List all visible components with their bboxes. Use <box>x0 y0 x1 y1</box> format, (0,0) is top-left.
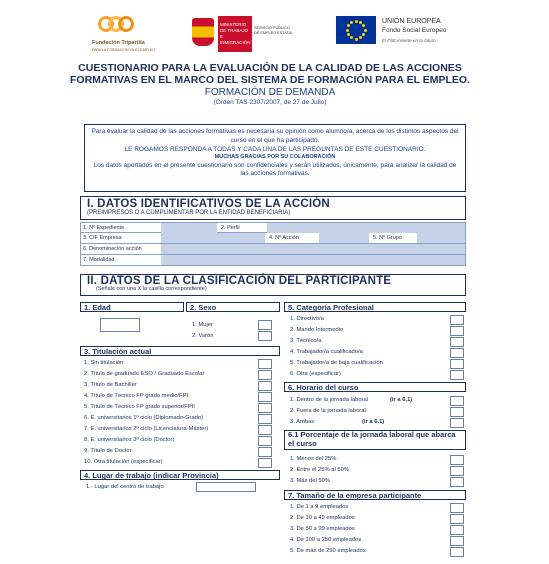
lugar-title: 4. Lugar de trabajo (indicar Provincia) <box>84 471 219 480</box>
titulacion-item-9: 9. Título de Doctor <box>84 448 132 454</box>
categoria-item-6: 6. Otra (especificar) <box>290 371 341 377</box>
titulacion-checkbox-6[interactable] <box>258 414 272 424</box>
porcentaje-item-1: 1. Menos del 25% <box>290 456 337 462</box>
tamano-item-4: 4. De 100 a 250 empleados <box>290 537 362 543</box>
denominacion-field[interactable] <box>161 244 465 254</box>
eu-logo <box>336 14 456 54</box>
section2-header <box>80 274 466 296</box>
tamano-checkbox-2[interactable] <box>450 514 464 524</box>
titulacion-item-4: 4. Título de Técnico FP grado medio/FPI <box>84 393 189 399</box>
horario-checkbox-1[interactable] <box>450 396 464 406</box>
tamano-item-5: 5. De más de 250 empleados <box>290 548 366 554</box>
titulacion-checkbox-4[interactable] <box>258 392 272 402</box>
tamano-title: 7. Tamaño de la empresa participante <box>288 491 422 500</box>
intro-p3: MUCHAS GRACIAS POR SU COLABORACIÓN <box>214 154 336 161</box>
row-denominacion <box>80 244 466 255</box>
row-expediente <box>80 222 466 233</box>
titulacion-checkbox-1[interactable] <box>258 359 272 369</box>
eu-star-icon <box>359 21 362 24</box>
accion-field[interactable] <box>319 233 369 243</box>
eu-star-icon <box>347 24 350 27</box>
titulacion-item-5: 5. Título de Técnico FP grado superior/FPII <box>84 404 195 410</box>
categoria-item-4: 4. Trabajador/a cualificado/a <box>290 349 363 355</box>
document-subtitle: FORMACIÓN DE DEMANDA <box>204 86 336 98</box>
section2-subtitle: (Señale con una X la casilla correspondiente) <box>96 286 207 292</box>
titulacion-checkbox-5[interactable] <box>258 403 272 413</box>
porcentaje-checkbox-1[interactable] <box>450 455 464 465</box>
eu-star-icon <box>346 29 349 32</box>
porcentaje-checkbox-3[interactable] <box>450 477 464 487</box>
rings-icon <box>98 12 138 38</box>
horario-note-1: (ir a 6.1) <box>390 397 413 403</box>
tamano-item-1: 1. De 1 a 9 empleados <box>290 504 349 510</box>
eu-star-icon <box>355 20 358 23</box>
grupo-label: 5. Nº Grupo <box>373 235 402 241</box>
accion-label: 4. Nº Acción <box>269 235 299 241</box>
titulacion-item-2: 2. Título de graduado ESO / Graduado Escolar <box>84 371 205 377</box>
fundacion-sub: PARA LA FORMACIÓN EN EL EMPLEO <box>92 48 156 52</box>
porcentaje-item-3: 3. Más del 50% <box>290 478 330 484</box>
porcentaje-item-2: 2. Entre el 25% al 50% <box>290 467 349 473</box>
categoria-item-1: 1. Directivo/a <box>290 316 324 322</box>
sexo-item-2: 2. Varón <box>192 333 214 339</box>
tamano-checkbox-1[interactable] <box>450 503 464 513</box>
intro-p4: Los datos aportados en el presente cuestionario son confidenciales y serán utilizados, únicamente, para analizar la calidad de las acciones formativas. <box>93 161 457 178</box>
horario-checkbox-3[interactable] <box>450 418 464 428</box>
titulacion-checkbox-7[interactable] <box>258 425 272 435</box>
lugar-item: 1.- Lugar del centro de trabajo <box>86 484 164 490</box>
sexo-checkbox-2[interactable] <box>258 331 272 341</box>
categoria-item-5: 5. Trabajador/a de baja cualificación <box>290 360 383 366</box>
coat-of-arms-icon <box>192 18 214 46</box>
porcentaje-checkbox-2[interactable] <box>450 466 464 476</box>
lugar-input[interactable] <box>196 482 256 492</box>
eu-star-icon <box>355 38 358 41</box>
document-order: (Orden TAS 2307/2007, de 27 de Julio) <box>213 98 327 106</box>
section2-title: II. DATOS DE LA CLASIFICACIÓN DEL PARTICIPANTE <box>87 275 392 287</box>
perfil-field[interactable] <box>267 223 465 233</box>
titulacion-checkbox-8[interactable] <box>258 436 272 446</box>
titulacion-checkbox-2[interactable] <box>258 370 272 380</box>
fundacion-tripartita-logo <box>88 12 160 58</box>
sexo-checkbox-1[interactable] <box>258 320 272 330</box>
tamano-item-2: 2. De 10 a 49 empleados <box>290 515 355 521</box>
categoria-item-3: 3. Técnico/a <box>290 338 322 344</box>
categoria-checkbox-2[interactable] <box>450 326 464 336</box>
horario-item-2: 2. Fuera de la jornada laboral <box>290 408 366 414</box>
titulacion-checkbox-3[interactable] <box>258 381 272 391</box>
expediente-label: 1. Nº Expediente <box>83 225 125 231</box>
perfil-label: 2. Perfil <box>221 225 240 231</box>
edad-title: 1. Edad <box>84 303 111 312</box>
document-title-block <box>70 62 470 106</box>
fundacion-name: Fundación Tripartita <box>92 40 145 46</box>
categoria-checkbox-4[interactable] <box>450 348 464 358</box>
categoria-checkbox-6[interactable] <box>450 370 464 380</box>
horario-note-3: (ir a 6.1) <box>362 419 385 425</box>
titulacion-item-3: 3. Título de Bachiller <box>84 382 137 388</box>
eu-star-icon <box>362 33 365 36</box>
fse-name: Fondo Social Europeo <box>382 27 447 34</box>
eu-name: UNIÓN EUROPEA <box>382 18 441 25</box>
eu-star-icon <box>350 36 353 39</box>
porcentaje-title: 6.1 Porcentaje de la jornada laboral que abarca el curso <box>288 430 456 448</box>
cif-label: 3. CIF Empresa <box>83 235 122 241</box>
titulacion-checkbox-10[interactable] <box>258 458 272 468</box>
modalidad-label: 7. Modalidad <box>83 257 115 263</box>
tamano-checkbox-5[interactable] <box>450 547 464 557</box>
sexo-title: 2. Sexo <box>190 303 217 312</box>
section1-grid <box>80 222 466 266</box>
row-modalidad <box>80 255 466 266</box>
intro-p2: LE ROGAMOS RESPONDA A TODAS Y CADA UNA DE LAS PREGUNTAS DE ESTE CUESTIONARIO. <box>124 145 426 153</box>
titulacion-item-7: 7. E. universitarios 2º ciclo (Licenciatura-Máster) <box>84 426 209 432</box>
eu-flag-icon <box>336 16 376 44</box>
denominacion-label: 6. Denominación acción <box>83 246 142 252</box>
eu-star-icon <box>362 24 365 27</box>
row-cif <box>80 233 466 244</box>
tamano-checkbox-3[interactable] <box>450 525 464 535</box>
intro-p1: Para evaluar la calidad de las acciones formativas es necesaria su opinión como alumno/a, acerca de los distintos aspectos del curso en el que ha participado. <box>91 128 459 144</box>
section1-subtitle: (PREIMPRESOS O A CUMPLIMENTAR POR LA ENTIDAD BENEFICIARIA) <box>87 210 291 216</box>
titulacion-title: 3. Titulación actual <box>84 347 152 356</box>
intro-box <box>84 124 466 192</box>
categoria-item-2: 2. Mando Intermedio <box>290 327 344 333</box>
eu-star-icon <box>359 36 362 39</box>
sexo-item-1: 1. Mujer <box>192 322 213 328</box>
fse-slogan: El FSE invierte en tu futuro <box>382 38 436 43</box>
horario-item-1: 1. Dentro de la jornada laboral <box>290 397 368 403</box>
horario-item-3: 3. Ambas <box>290 419 315 425</box>
categoria-checkbox-5[interactable] <box>450 359 464 369</box>
grupo-field[interactable] <box>417 233 465 243</box>
modalidad-field[interactable] <box>161 255 465 265</box>
titulacion-checkbox-9[interactable] <box>258 447 272 457</box>
eu-star-icon <box>347 33 350 36</box>
sepe-label: SERVICIO PÚBLICO DE EMPLEO ESTATAL <box>254 26 294 35</box>
document-title: CUESTIONARIO PARA LA EVALUACIÓN DE LA CALIDAD DE LAS ACCIONES FORMATIVAS EN EL MARCO DEL SISTEMA DE FORMACIÓN PARA EL EMPLEO. <box>70 62 470 87</box>
logo-bar <box>0 10 549 58</box>
edad-input[interactable] <box>100 318 140 332</box>
eu-star-icon <box>350 21 353 24</box>
section1-header <box>80 196 466 220</box>
categoria-checkbox-3[interactable] <box>450 337 464 347</box>
titulacion-item-10: 10. Otra titulación (especificar) <box>84 459 163 465</box>
categoria-title: 5. Categoría Profesional <box>288 303 374 312</box>
titulacion-item-6: 6. E. universitarios 1º ciclo (Diplomado-Grado) <box>84 415 204 421</box>
ministerio-label: MINISTERIO DE TRABAJO E INMIGRACIÓN <box>218 16 252 52</box>
titulacion-item-8: 8. E. universitarios 3º ciclo (Doctor) <box>84 437 175 443</box>
titulacion-item-1: 1. Sin titulación <box>84 360 124 366</box>
categoria-checkbox-1[interactable] <box>450 315 464 325</box>
tamano-checkbox-4[interactable] <box>450 536 464 546</box>
cif-field[interactable] <box>161 233 265 243</box>
expediente-field[interactable] <box>161 223 217 233</box>
ministerio-logo <box>192 16 304 54</box>
horario-title: 6. Horario del curso <box>288 383 359 392</box>
horario-checkbox-2[interactable] <box>450 407 464 417</box>
tamano-item-3: 3. De 50 a 99 empleados <box>290 526 355 532</box>
eu-star-icon <box>364 29 367 32</box>
section1-title: I. DATOS IDENTIFICATIVOS DE LA ACCIÓN <box>87 198 330 210</box>
